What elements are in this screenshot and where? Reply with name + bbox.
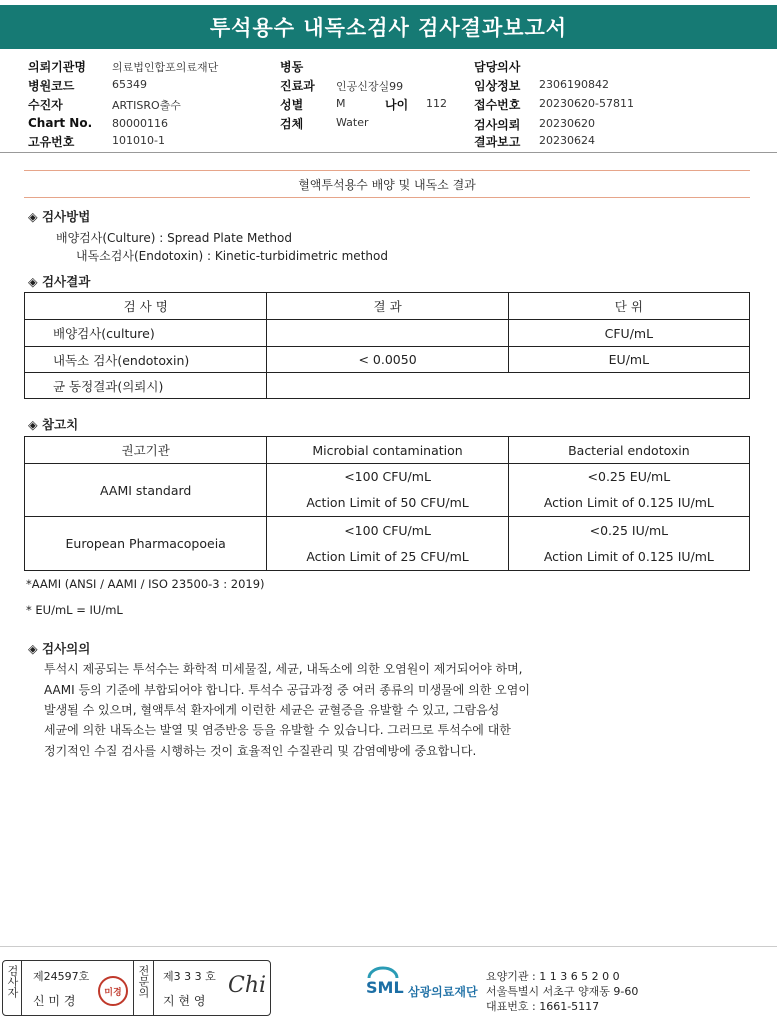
age-label: 나이 [385, 98, 409, 112]
hospital-code-value: 65349 [112, 78, 147, 91]
report-title: 투석용수 내독소검사 검사결과보고서 [0, 5, 777, 49]
reference-endo [508, 517, 749, 571]
chart-value: 80000116 [112, 117, 168, 130]
reference-micro-limit: <100 CFU/mL [344, 522, 431, 538]
reference-endo-limit: <0.25 EU/mL [587, 469, 671, 484]
request-label: 검사의뢰 [474, 118, 521, 132]
dept-value: 인공신장실99 [336, 80, 404, 93]
result-heading: ◈ 검사결과 [28, 274, 91, 289]
sign-divider [133, 961, 134, 1015]
receipt-value: 20230620-57811 [539, 97, 634, 110]
method-culture: 배양검사(Culture) : Spread Plate Method [56, 231, 292, 245]
result-cell-name: 배양검사(culture) [25, 320, 267, 347]
result-header-unit: 단 위 [508, 293, 749, 320]
reference-endo-action: Action Limit of 0.125 IU/mL [543, 495, 714, 510]
reference-note-aami: *AAMI (ANSI / AAMI / ISO 23500-3 : 2019) [26, 577, 265, 591]
institution-label: 의뢰기관명 [28, 60, 86, 74]
ward-label: 병동 [280, 60, 304, 74]
meaning-line: 발생될 수 있으며, 혈액투석 환자에게 이런한 세균은 균혈증을 유발할 수 있고, 그람음성 [44, 703, 500, 717]
table-row [25, 373, 750, 399]
specialist-name: 지 현 영 [163, 994, 206, 1008]
specialist-label: 전문의 [137, 965, 150, 998]
signature-icon: Chi [228, 973, 267, 998]
reference-endo [508, 464, 749, 517]
report-date-label: 결과보고 [474, 135, 521, 149]
unique-label: 고유번호 [28, 135, 75, 149]
reference-note-unit: * EU/mL = IU/mL [26, 603, 123, 617]
meaning-heading: ◈ 검사의의 [28, 641, 91, 656]
tester-name: 신 미 경 [33, 994, 76, 1008]
chart-label: Chart No. [28, 116, 93, 130]
reference-endo-limit: <0.25 IU/mL [589, 522, 669, 538]
section-subhead: 혈액투석용수 배양 및 내독소 결과 [298, 178, 476, 192]
meaning-line: 세균에 의한 내독소는 발열 및 염증반응 등을 유발할 수 있습니다. 그러므로 투석수에 대한 [44, 723, 511, 737]
reference-micro [267, 517, 508, 571]
reference-org: European Pharmacopoeia [25, 517, 267, 571]
footer-divider [0, 946, 777, 947]
reference-org: AAMI standard [25, 464, 267, 517]
reference-micro-limit: <100 CFU/mL [344, 469, 431, 484]
dept-label: 진료과 [280, 79, 315, 93]
reference-micro-action: Action Limit of 25 CFU/mL [306, 548, 469, 564]
reference-header-org: 권고기관 [25, 437, 267, 464]
tester-license: 제24597호 [33, 970, 90, 983]
method-endotoxin: 내독소검사(Endotoxin) : Kinetic-turbidimetric method [76, 249, 388, 263]
result-cell-name: 내독소 검사(endotoxin) [25, 347, 267, 373]
doctor-label: 담당의사 [474, 60, 521, 74]
reference-endo-action: Action Limit of 0.125 IU/mL [543, 548, 714, 564]
specimen-value: Water [336, 116, 369, 129]
reference-header-micro: Microbial contamination [267, 437, 508, 464]
sex-label: 성별 [280, 98, 304, 112]
sml-logo-icon [365, 966, 404, 1002]
clinical-value: 2306190842 [539, 78, 609, 91]
result-cell-value [267, 373, 750, 399]
table-row [25, 464, 750, 517]
result-cell-unit: EU/mL [508, 347, 749, 373]
reference-table [24, 436, 750, 571]
tester-label: 검사자 [6, 965, 19, 998]
sex-value: M [336, 97, 346, 110]
reference-header-endo: Bacterial endotoxin [508, 437, 749, 464]
subhead-bottom-rule [24, 197, 750, 198]
hospital-code-label: 병원코드 [28, 79, 75, 93]
subhead-top-rule [24, 170, 750, 171]
meaning-line: AAMI 등의 기준에 부합되어야 합니다. 투석수 공급과정 중 여러 종류의 미생물에 의한 오염이 [44, 683, 530, 697]
meaning-line: 투석시 제공되는 투석수는 화학적 미세물질, 세균, 내독소에 의한 오염원이 제거되어야 하며, [44, 662, 523, 676]
foundation-name: 삼광의료재단 [408, 985, 478, 999]
reference-heading: ◈ 참고치 [28, 417, 79, 432]
result-cell-unit: CFU/mL [508, 320, 749, 347]
sign-divider [153, 961, 154, 1015]
agency-number: 요양기관 : 1 1 3 6 5 2 0 0 [486, 970, 620, 983]
result-cell-value: < 0.0050 [267, 347, 508, 373]
patient-value: ARTISRO출수 [112, 99, 181, 112]
method-heading: ◈ 검사방법 [28, 209, 91, 224]
age-value: 112 [426, 97, 447, 110]
table-row [25, 347, 750, 373]
result-cell-value [267, 320, 508, 347]
header-divider [0, 152, 777, 153]
sign-divider [21, 961, 22, 1015]
result-table [24, 292, 750, 399]
clinical-label: 임상정보 [474, 79, 521, 93]
result-cell-name: 균 동정결과(의뢰시) [25, 373, 267, 399]
reference-header-row [25, 437, 750, 464]
logo-text: SML [366, 978, 404, 997]
signature-box [2, 960, 271, 1016]
patient-label: 수진자 [28, 98, 63, 112]
specimen-label: 검체 [280, 117, 304, 131]
result-header-value: 결 과 [267, 293, 508, 320]
report-date-value: 20230624 [539, 134, 595, 147]
result-header-name: 검 사 명 [25, 293, 267, 320]
table-row [25, 517, 750, 571]
address: 서울특별시 서초구 양재동 9-60 [486, 985, 639, 998]
receipt-label: 접수번호 [474, 98, 521, 112]
phone-number: 대표번호 : 1661-5117 [486, 1000, 600, 1013]
meaning-line: 정기적인 수질 검사를 시행하는 것이 효율적인 수질관리 및 감염예방에 중요합니다. [44, 744, 477, 758]
request-value: 20230620 [539, 117, 595, 130]
table-row [25, 320, 750, 347]
tester-stamp-icon: 미경 [98, 976, 128, 1006]
reference-micro [267, 464, 508, 517]
specialist-license: 제3 3 3 호 [163, 970, 216, 983]
unique-value: 101010-1 [112, 134, 165, 147]
institution-value: 의료법인합포의료재단 [112, 61, 219, 74]
reference-micro-action: Action Limit of 50 CFU/mL [306, 495, 469, 510]
result-header-row [25, 293, 750, 320]
